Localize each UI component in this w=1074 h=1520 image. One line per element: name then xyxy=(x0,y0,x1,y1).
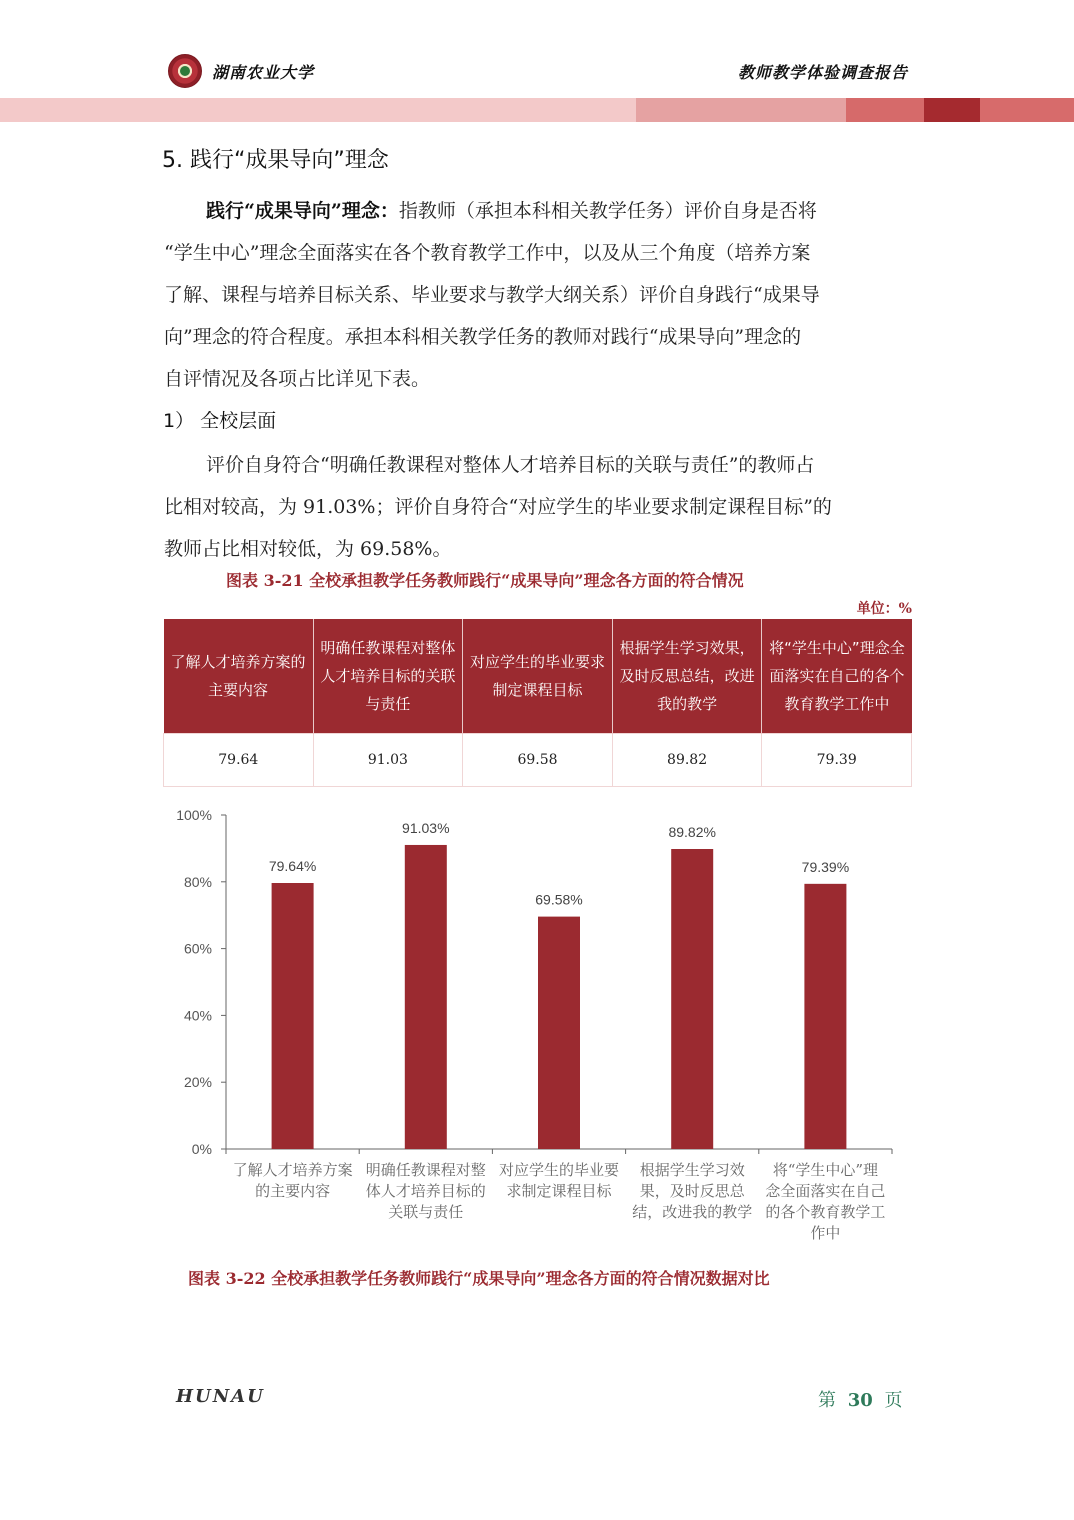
category-label: 的主要内容 xyxy=(255,1182,331,1200)
header-band-end xyxy=(980,98,1074,122)
page-number-value: 30 xyxy=(847,1390,873,1411)
category-label: 对应学生的毕业要 xyxy=(498,1161,620,1179)
footer-logo: HUNAU xyxy=(176,1386,265,1407)
y-tick-label: 80% xyxy=(183,873,212,890)
y-tick-label: 0% xyxy=(191,1141,212,1157)
category-label: 根据学生学习效 xyxy=(639,1161,745,1179)
category-label: 的各个教育教学工 xyxy=(765,1203,886,1221)
table-caption: 图表 3-21 全校承担教学任务教师践行“成果导向”理念各方面的符合情况 xyxy=(226,571,744,590)
university-logo xyxy=(168,54,202,88)
intro-line-2: “学生中心”理念全面落实在各个教育教学工作中，以及从三个角度（培养方案 xyxy=(164,242,811,264)
intro-text: 指教师（承担本科相关教学任务）评价自身是否将 xyxy=(398,200,817,222)
table-cell: 89.82 xyxy=(612,734,762,787)
summary-line-1: 评价自身符合“明确任教课程对整体人才培养目标的关联与责任”的教师占 xyxy=(206,454,815,476)
table-header-row xyxy=(164,619,912,734)
table-header-cell: 对应学生的毕业要求制定课程目标 xyxy=(463,619,613,734)
table-unit: 单位：% xyxy=(856,601,912,617)
category-label: 求制定课程目标 xyxy=(506,1182,612,1200)
intro-line-1 xyxy=(206,196,817,223)
page-suffix: 页 xyxy=(884,1390,903,1411)
table-header-cell: 了解人才培养方案的主要内容 xyxy=(164,619,314,734)
y-tick-label: 40% xyxy=(183,1007,212,1024)
page-prefix: 第 xyxy=(818,1390,836,1411)
report-title: 教师教学体验调查报告 xyxy=(737,63,908,82)
summary-line-2: 比相对较高，为 91.03%；评价自身符合“对应学生的毕业要求制定课程目标”的 xyxy=(164,496,832,518)
bar xyxy=(272,883,314,1149)
intro-line-4: 向”理念的符合程度。承担本科相关教学任务的教师对践行“成果导向”理念的 xyxy=(164,326,802,348)
table-header-cell: 根据学生学习效果，及时反思总结，改进我的教学 xyxy=(612,619,762,734)
data-label: 79.39% xyxy=(801,858,850,875)
y-tick-label: 20% xyxy=(183,1074,212,1091)
sub-heading: 1） 全校层面 xyxy=(163,410,277,432)
category-label: 果，及时反思总 xyxy=(639,1182,745,1200)
header-band-light xyxy=(0,98,636,122)
category-label: 了解人才培养方案 xyxy=(232,1161,353,1179)
header-band-darkest xyxy=(924,98,980,122)
data-label: 91.03% xyxy=(402,819,450,836)
y-tick-label: 60% xyxy=(183,940,212,957)
category-label: 体人才培养目标的 xyxy=(365,1182,486,1200)
table-row xyxy=(164,734,912,787)
category-label: 结，改进我的教学 xyxy=(632,1203,753,1221)
header-band-dark xyxy=(846,98,924,122)
data-label: 89.82% xyxy=(668,824,716,841)
intro-line-3: 了解、课程与培养目标关系、毕业要求与教学大纲关系）评价自身践行“成果导 xyxy=(164,284,820,306)
page-number xyxy=(818,1386,903,1412)
school-name: 湖南农业大学 xyxy=(212,63,315,82)
table-cell: 79.64 xyxy=(164,734,314,787)
section-title: 5. 践行“成果导向”理念 xyxy=(162,148,389,173)
data-label: 69.58% xyxy=(535,891,583,908)
summary-line-3: 教师占比相对较低，为 69.58%。 xyxy=(164,538,452,560)
intro-line-5: 自评情况及各项占比详见下表。 xyxy=(164,368,431,390)
bar-chart xyxy=(160,800,920,1260)
header-band-mid xyxy=(636,98,846,122)
data-label: 79.64% xyxy=(268,858,317,875)
category-label: 将“学生中心”理 xyxy=(772,1161,879,1179)
data-table xyxy=(163,619,912,787)
bar xyxy=(538,917,580,1149)
category-label: 作中 xyxy=(810,1224,841,1242)
y-tick-label: 100% xyxy=(176,807,212,823)
logo-emblem-icon xyxy=(178,64,192,78)
bar xyxy=(671,849,713,1149)
term-bold: 践行“成果导向”理念： xyxy=(206,200,399,222)
chart-caption: 图表 3-22 全校承担教学任务教师践行“成果导向”理念各方面的符合情况数据对比 xyxy=(188,1269,770,1288)
table-header-cell: 明确任教课程对整体人才培养目标的关联与责任 xyxy=(313,619,463,734)
table-header-cell: 将“学生中心”理念全面落实在自己的各个教育教学工作中 xyxy=(762,619,912,734)
table-cell: 79.39 xyxy=(762,734,912,787)
table-cell: 69.58 xyxy=(463,734,613,787)
category-label: 念全面落实在自己 xyxy=(765,1182,886,1200)
bar xyxy=(804,884,846,1149)
category-label: 关联与责任 xyxy=(388,1203,464,1221)
table-cell: 91.03 xyxy=(313,734,463,787)
category-label: 明确任教课程对整 xyxy=(365,1161,486,1179)
bar xyxy=(405,845,447,1149)
